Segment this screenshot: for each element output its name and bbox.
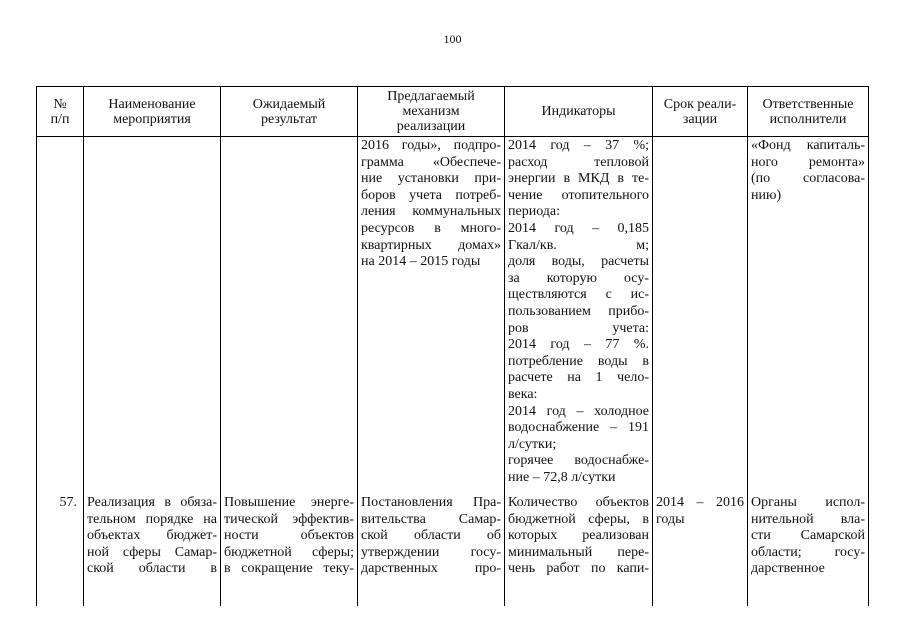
text-line: Ожидаемый: [252, 96, 326, 112]
text-line: нительной вла-: [751, 511, 865, 527]
text-line: чение отопительного: [508, 187, 649, 203]
text-line: дарственное: [751, 561, 825, 577]
text-line: Органы испол-: [751, 495, 865, 510]
header-num: [37, 87, 84, 137]
text-line: ности объектов: [224, 528, 354, 544]
text-line: Постановления Пра-: [361, 495, 501, 510]
row-57-mechanism-cell: [358, 494, 505, 606]
text-line: ние – 72,8 л/сутки: [508, 469, 616, 485]
cont-mechanism-cell: [358, 137, 505, 495]
row-57-executors-cell: [748, 494, 869, 606]
text-line: ние установки при-: [361, 171, 501, 187]
cont-num-cell: [37, 137, 84, 495]
text-line: вительства Самар-: [361, 511, 501, 527]
text-line: ров учета:: [508, 320, 649, 336]
row-57-result-cell: [221, 494, 358, 606]
text-line: чень работ по капи-: [508, 561, 649, 577]
text-line: бюджетной сферы;: [224, 544, 354, 560]
text-line: на 2014 – 2015 годы: [361, 254, 481, 270]
text-line: в сокращение теку-: [224, 561, 354, 577]
text-line: Срок реали-: [663, 96, 737, 112]
text-line: утверждении госу-: [361, 544, 501, 560]
text-line: объектах бюджет-: [87, 528, 217, 544]
text-line: доля воды, расчеты: [508, 254, 649, 270]
text-line: периода:: [508, 204, 561, 220]
text-line: тической эффектив-: [224, 511, 354, 527]
text-line: №: [53, 96, 67, 112]
text-line: Повышение энерге-: [224, 495, 354, 510]
cont-executors-cell: [748, 137, 869, 495]
text-line: тельном порядке на: [87, 511, 217, 527]
text-line: мероприятия: [113, 111, 191, 127]
text-line: годы: [656, 511, 685, 527]
text-line: Количество объектов: [508, 495, 649, 510]
text-line: п/п: [50, 111, 70, 127]
text-line: расход тепловой: [508, 154, 649, 170]
header-executors: [748, 87, 869, 137]
text-line: 2014 год – 37 %;: [508, 138, 649, 153]
text-line: ной сферы Самар-: [87, 544, 217, 560]
text-line: нию): [751, 187, 782, 203]
text-line: 2014 год – 0,185: [508, 220, 649, 236]
text-line: минимальный пере-: [508, 544, 649, 560]
text-line: Ответственные: [762, 96, 854, 112]
header-result: [221, 87, 358, 137]
text-line: реализации: [396, 119, 466, 134]
text-line: ской области в: [87, 561, 217, 577]
text-line: 2014 – 2016: [656, 495, 744, 510]
text-line: водоснабжение – 191: [508, 420, 649, 436]
row-57-term-cell: [653, 494, 748, 606]
text-line: 2014 год – 77 %.: [508, 337, 649, 353]
cont-term-cell: [653, 137, 748, 495]
text-line: области; госу-: [751, 544, 865, 560]
text-line: потребление воды в: [508, 353, 649, 369]
text-line: Реализация в обяза-: [87, 495, 217, 510]
text-line: ской области об: [361, 528, 501, 544]
text-line: Гкал/кв. м;: [508, 237, 649, 253]
text-line: горячее водоснабже-: [508, 453, 649, 469]
text-line: л/сутки;: [508, 436, 557, 452]
cont-indicators-cell: [505, 137, 653, 495]
text-line: результат: [260, 111, 318, 127]
measures-table: [36, 86, 869, 606]
text-line: (по согласова-: [751, 171, 865, 187]
text-line: бюджетной сферы, в: [508, 511, 649, 527]
header-indicators: [505, 87, 653, 137]
text-line: боров учета потреб-: [361, 187, 501, 203]
row-57-number: 57.: [37, 494, 84, 606]
text-line: 2014 год – холодное: [508, 403, 649, 419]
row-57-indicators-cell: [505, 494, 653, 606]
text-line: ного ремонта»: [751, 154, 865, 170]
text-line: исполнители: [769, 111, 847, 127]
text-line: пользованием прибо-: [508, 303, 649, 319]
header-mechanism: [358, 87, 505, 137]
text-line: зации: [682, 111, 718, 127]
text-line: за которую осу-: [508, 270, 649, 286]
text-line: сти Самарской: [751, 528, 865, 544]
cont-result-cell: [221, 137, 358, 495]
text-line: Предлагаемый: [387, 89, 475, 104]
text-line: Индикаторы: [541, 104, 616, 119]
row-57-name-cell: [84, 494, 221, 606]
page-number: 100: [443, 32, 462, 46]
text-line: ресурсов в много-: [361, 220, 501, 236]
text-line: которых реализован: [508, 528, 649, 544]
text-line: ществляются с ис-: [508, 287, 649, 303]
text-line: механизм: [402, 104, 460, 119]
header-term: [653, 87, 748, 137]
header-name: [84, 87, 221, 137]
text-line: 2016 годы», подпро-: [361, 138, 501, 153]
text-line: века:: [508, 386, 538, 402]
text-line: ления коммунальных: [361, 204, 501, 220]
row-57: [37, 494, 869, 606]
continuation-row: [37, 137, 869, 495]
cont-name-cell: [84, 137, 221, 495]
text-line: энергии в МКД в те-: [508, 171, 649, 187]
text-line: «Фонд капиталь-: [751, 138, 865, 153]
text-line: дарственных про-: [361, 561, 501, 577]
text-line: квартирных домах»: [361, 237, 501, 253]
text-line: расчете на 1 чело-: [508, 370, 649, 386]
header-row: [37, 87, 869, 137]
text-line: Наименование: [108, 96, 196, 112]
text-line: грамма «Обеспече-: [361, 154, 501, 170]
